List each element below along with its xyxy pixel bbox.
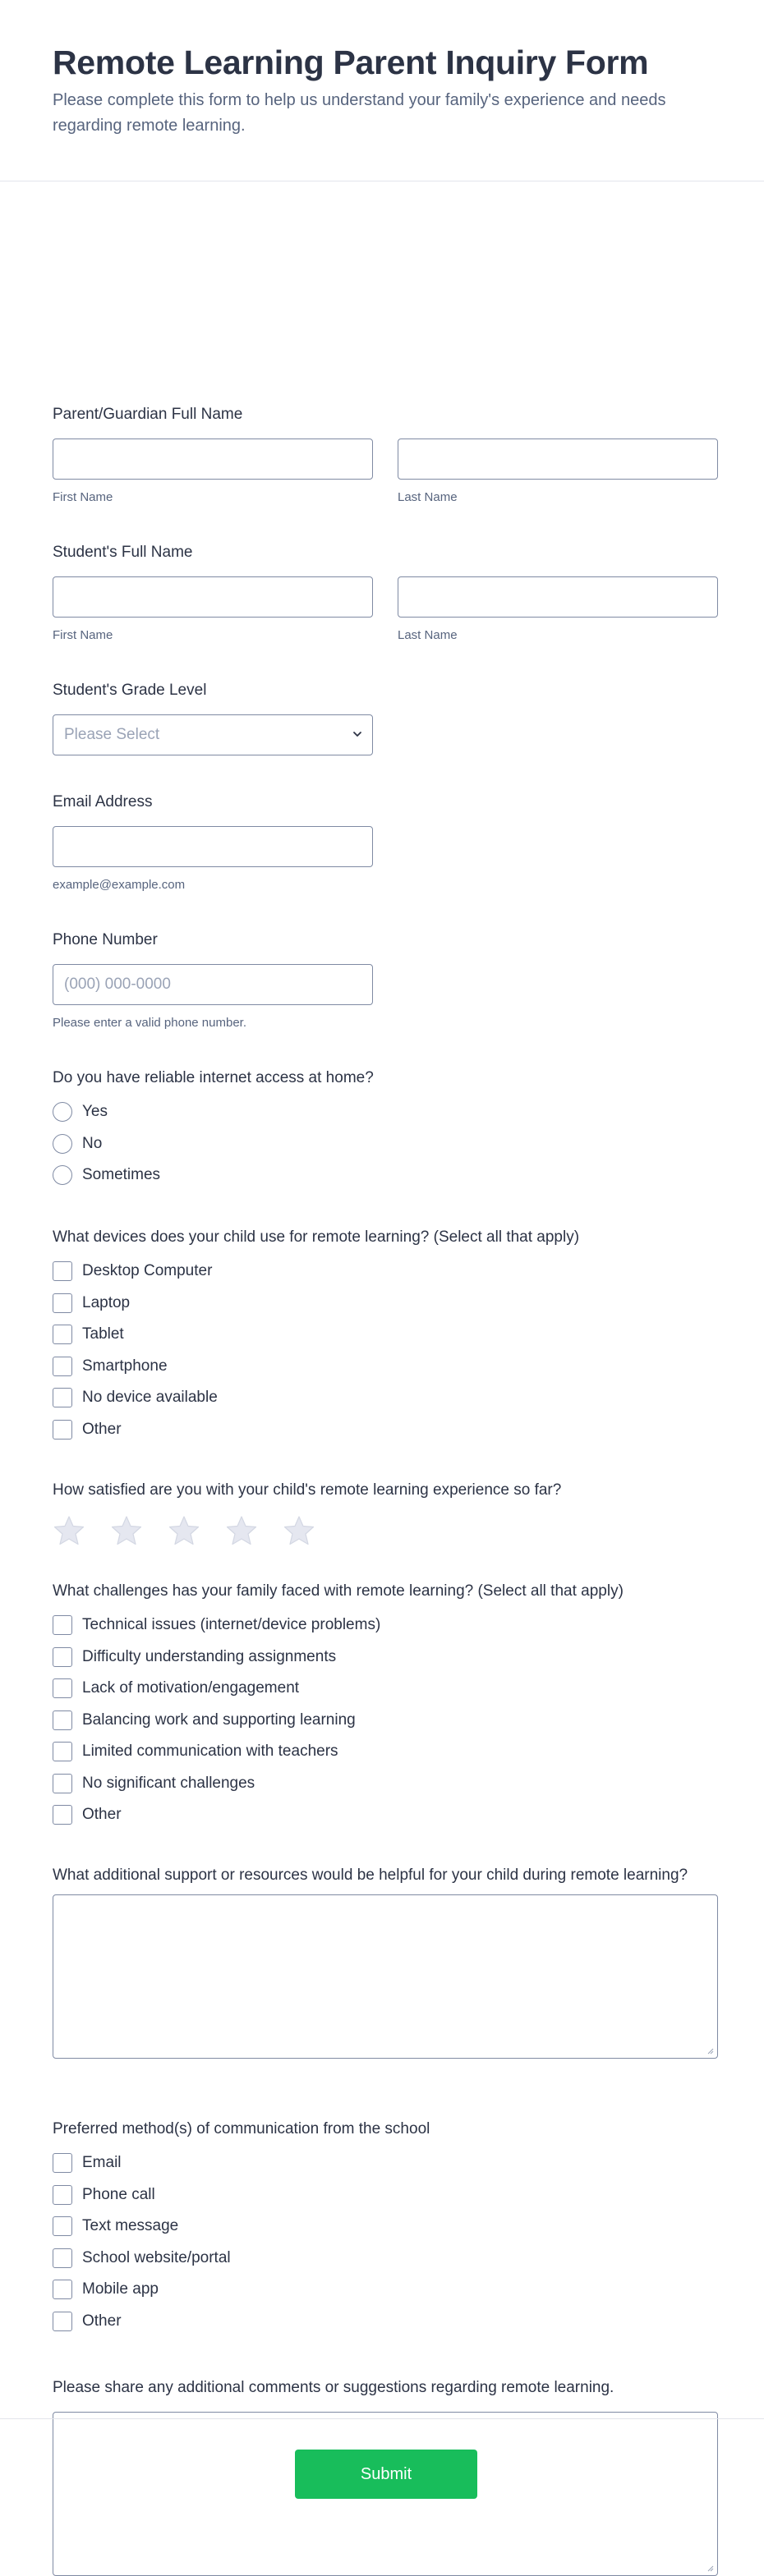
challenges-option-balancing[interactable] [53, 1705, 624, 1737]
parent-last-name-sub: Last Name [398, 490, 458, 504]
checkbox[interactable] [53, 1325, 72, 1344]
checkbox[interactable] [53, 1388, 72, 1407]
parent-name-field [53, 405, 718, 504]
star-icon[interactable] [53, 1514, 85, 1547]
grade-select[interactable] [53, 714, 373, 755]
resize-handle-icon[interactable] [706, 2046, 714, 2055]
resize-handle-icon[interactable] [706, 2564, 714, 2572]
star-rating[interactable] [53, 1514, 561, 1547]
phone-label: Phone Number [53, 931, 158, 948]
form-description: Please complete this form to help us understand your family's experience and needs regarding remote learning. [53, 91, 666, 135]
option-label: Mobile app [82, 2280, 159, 2298]
email-label: Email Address [53, 793, 153, 810]
option-label: Text message [82, 2217, 179, 2235]
student-name-field [53, 543, 718, 642]
star-icon[interactable] [110, 1514, 143, 1547]
option-label: Lack of motivation/engagement [82, 1679, 300, 1697]
communication-field [53, 2119, 430, 2337]
radio-button[interactable] [53, 1102, 72, 1122]
checkbox[interactable] [53, 2248, 72, 2268]
checkbox[interactable] [53, 2280, 72, 2299]
parent-first-name-input[interactable] [53, 439, 373, 480]
option-label: Smartphone [82, 1357, 168, 1375]
checkbox[interactable] [53, 1420, 72, 1440]
challenges-option-technical[interactable] [53, 1609, 624, 1642]
communication-option-portal[interactable] [53, 2243, 430, 2275]
option-label: School website/portal [82, 2248, 231, 2266]
communication-option-other[interactable] [53, 2306, 430, 2338]
email-input[interactable] [53, 826, 373, 867]
devices-option-none[interactable] [53, 1382, 579, 1414]
checkbox[interactable] [53, 2216, 72, 2236]
checkbox[interactable] [53, 1647, 72, 1667]
satisfaction-label: How satisfied are you with your child's remote learning experience so far? [53, 1481, 562, 1499]
phone-input[interactable] [53, 964, 373, 1005]
option-label: Laptop [82, 1293, 131, 1311]
chevron-down-icon [352, 729, 362, 739]
option-label: Other [82, 1420, 122, 1438]
student-last-name-sub: Last Name [398, 628, 458, 642]
internet-option-yes[interactable] [53, 1096, 374, 1128]
devices-option-tablet[interactable] [53, 1319, 579, 1351]
support-field [53, 1865, 718, 2059]
checkbox[interactable] [53, 1357, 72, 1376]
form-footer [0, 2418, 764, 2543]
devices-label: What devices does your child use for remote learning? (Select all that apply) [53, 1228, 580, 1246]
devices-option-other[interactable] [53, 1414, 579, 1446]
option-label: Tablet [82, 1325, 124, 1343]
satisfaction-field [53, 1481, 561, 1547]
option-label: No [82, 1134, 103, 1152]
devices-field [53, 1228, 579, 1445]
communication-label: Preferred method(s) of communication from the school [53, 2120, 430, 2137]
student-first-name-sub: First Name [53, 628, 113, 642]
phone-sub: Please enter a valid phone number. [53, 1016, 246, 1030]
checkbox[interactable] [53, 1805, 72, 1825]
option-label: No device available [82, 1389, 218, 1407]
grade-field [53, 681, 373, 755]
checkbox[interactable] [53, 1615, 72, 1635]
grade-label: Student's Grade Level [53, 682, 207, 699]
communication-option-app[interactable] [53, 2274, 430, 2306]
email-field [53, 792, 373, 892]
internet-label: Do you have reliable internet access at home? [53, 1069, 374, 1086]
parent-first-name-sub: First Name [53, 490, 113, 504]
checkbox[interactable] [53, 2312, 72, 2331]
challenges-option-other[interactable] [53, 1799, 624, 1831]
challenges-option-none[interactable] [53, 1768, 624, 1800]
checkbox[interactable] [53, 1261, 72, 1281]
option-label: Sometimes [82, 1166, 161, 1184]
email-sub: example@example.com [53, 878, 186, 892]
star-icon[interactable] [225, 1514, 258, 1547]
checkbox[interactable] [53, 1710, 72, 1730]
comments-label: Please share any additional comments or suggestions regarding remote learning. [53, 2379, 614, 2396]
grade-select-value: Please Select [64, 726, 160, 743]
parent-last-name-input[interactable] [398, 439, 718, 480]
challenges-option-assignments[interactable] [53, 1642, 624, 1674]
internet-option-no[interactable] [53, 1128, 374, 1160]
checkbox[interactable] [53, 2153, 72, 2173]
checkbox[interactable] [53, 2185, 72, 2205]
radio-button[interactable] [53, 1165, 72, 1185]
student-name-label: Student's Full Name [53, 544, 193, 561]
challenges-option-communication[interactable] [53, 1736, 624, 1768]
submit-button[interactable]: Submit [295, 2450, 477, 2499]
checkbox[interactable] [53, 1742, 72, 1761]
option-label: Other [82, 1806, 122, 1824]
student-first-name-input[interactable] [53, 576, 373, 618]
star-icon[interactable] [168, 1514, 200, 1547]
support-textarea[interactable] [53, 1894, 718, 2059]
option-label: Email [82, 2154, 122, 2172]
option-label: Limited communication with teachers [82, 1743, 338, 1761]
devices-option-desktop[interactable] [53, 1256, 579, 1288]
option-label: Other [82, 2312, 122, 2330]
internet-field [53, 1068, 374, 1192]
communication-option-email[interactable] [53, 2147, 430, 2179]
parent-name-label: Parent/Guardian Full Name [53, 406, 243, 423]
devices-option-laptop[interactable] [53, 1288, 579, 1320]
devices-option-smartphone[interactable] [53, 1351, 579, 1383]
form-title: Remote Learning Parent Inquiry Form [53, 44, 649, 81]
phone-field [53, 930, 373, 1030]
internet-option-sometimes[interactable] [53, 1159, 374, 1192]
option-label: Technical issues (internet/device problems) [82, 1616, 381, 1634]
challenges-label: What challenges has your family faced with remote learning? (Select all that apply) [53, 1582, 624, 1600]
option-label: No significant challenges [82, 1774, 255, 1792]
option-label: Difficulty understanding assignments [82, 1647, 337, 1665]
checkbox[interactable] [53, 1293, 72, 1313]
challenges-option-motivation[interactable] [53, 1673, 624, 1705]
option-label: Desktop Computer [82, 1262, 213, 1280]
student-last-name-input[interactable] [398, 576, 718, 618]
option-label: Phone call [82, 2185, 155, 2203]
form-header [0, 0, 764, 181]
radio-button[interactable] [53, 1134, 72, 1154]
checkbox[interactable] [53, 1678, 72, 1698]
star-icon[interactable] [283, 1514, 315, 1547]
challenges-field [53, 1582, 624, 1831]
communication-option-text[interactable] [53, 2211, 430, 2243]
option-label: Yes [82, 1103, 108, 1121]
support-label: What additional support or resources would be helpful for your child during remote learning? [53, 1867, 688, 1884]
checkbox[interactable] [53, 1774, 72, 1793]
option-label: Balancing work and supporting learning [82, 1710, 356, 1729]
phone-input-placeholder: (000) 000-0000 [64, 976, 171, 993]
communication-option-phone[interactable] [53, 2179, 430, 2211]
